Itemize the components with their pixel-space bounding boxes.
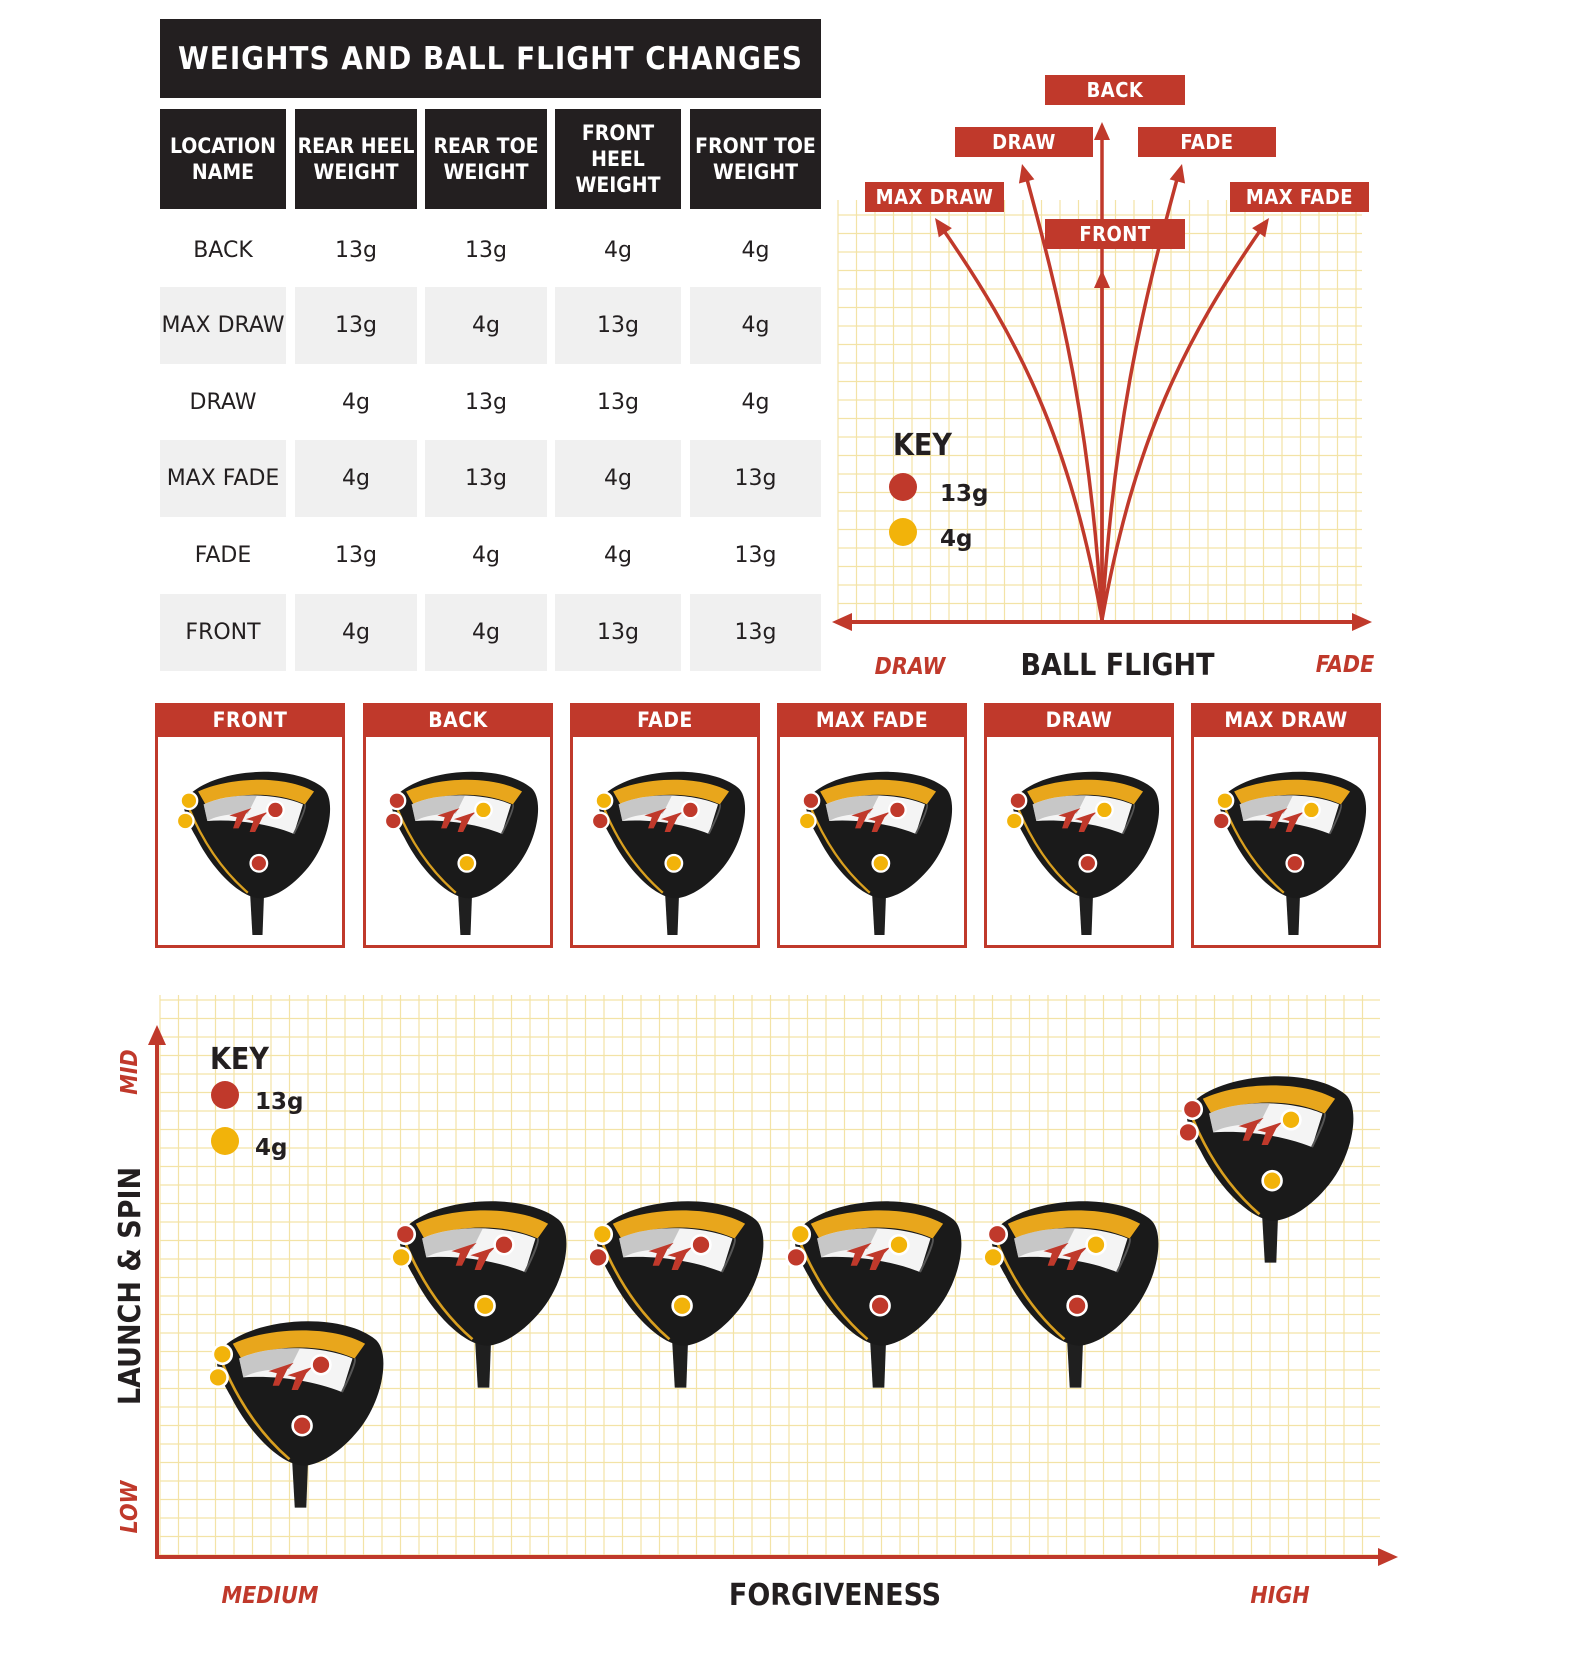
header-front-toe-weight: FRONT TOE WEIGHT [690,109,821,209]
weight-4g-dot [1006,813,1023,830]
weight-4g-dot [1303,802,1320,819]
header-rear-heel-weight: REAR HEEL WEIGHT [295,109,417,209]
club-card-image [1191,740,1381,945]
flight-axis-title: BALL FLIGHT [1020,647,1215,683]
row-weight-cell: 13g [690,440,821,517]
header-rear-toe-weight: REAR TOE WEIGHT [425,109,547,209]
club-card-label: FRONT [155,703,345,737]
row-weight-cell: 4g [555,440,681,517]
weight-13g-dot [803,792,820,809]
club-card-image [570,740,760,945]
row-location-name: FADE [194,543,252,568]
weight-13g-dot [251,855,268,872]
flight-arrowhead [1252,218,1269,237]
row-weight-cell: 4g [425,594,547,671]
x-axis-medium-label: MEDIUM [221,1583,319,1609]
weight-13g-dot [389,792,406,809]
weight-13g-dot [385,813,402,830]
flight-key-4g-label: 4g [940,526,973,552]
flight-baseline-left-arrow [832,613,852,631]
flight-axis-draw-label: DRAW [874,654,946,680]
flight-tag-back: BACK [1045,75,1185,105]
club-card-label: DRAW [984,703,1174,737]
row-weight-cell: 13g [295,287,417,364]
row-weight-cell: 13g [335,543,377,568]
weight-4g-dot [873,855,890,872]
flight-arrowhead [1094,122,1110,140]
weight-13g-dot [267,802,284,819]
weight-13g-dot [889,802,906,819]
row-location-name: MAX DRAW [160,287,286,364]
row-weight-cell: 4g [604,238,632,263]
x-axis-title: FORGIVENESS [728,1577,942,1613]
row-location-name: DRAW [189,390,257,415]
row-weight-cell: 4g [425,287,547,364]
row-weight-cell: 4g [342,390,370,415]
y-axis-title: LAUNCH & SPIN [112,1166,148,1406]
flight-tag-max-fade: MAX FADE [1230,182,1369,212]
club-head-image [592,772,745,935]
flight-arrowhead [1170,164,1185,183]
table-title: WEIGHTS AND BALL FLIGHT CHANGES [160,19,821,98]
weight-4g-dot [475,802,492,819]
club-card-image [984,740,1174,945]
flight-path-max-draw [940,225,1102,620]
row-weight-cell: 13g [465,238,507,263]
weight-13g-dot [1080,855,1097,872]
weight-13g-dot [1010,792,1027,809]
y-axis-low-label: LOW [117,1480,143,1534]
club-head-image [385,772,538,935]
row-weight-cell: 4g [472,543,500,568]
weight-4g-dot [666,855,683,872]
row-weight-cell: 13g [425,440,547,517]
flight-key-13g-dot [889,473,917,501]
club-head-image [1006,772,1159,935]
club-card-label: BACK [363,703,553,737]
club-card-image [363,740,553,945]
flight-key-4g-dot [889,518,917,546]
flight-key-title: KEY [893,427,952,463]
weight-13g-dot [592,813,609,830]
y-axis-mid-label: MID [117,1049,143,1095]
weight-4g-dot [1096,802,1113,819]
row-weight-cell: 4g [741,390,770,415]
flight-key-13g-label: 13g [940,481,989,507]
weight-4g-dot [177,813,194,830]
weight-4g-dot [596,792,613,809]
weight-4g-dot [181,792,198,809]
club-card-label: FADE [570,703,760,737]
row-location-name: FRONT [160,594,286,671]
row-location-name: MAX FADE [160,440,286,517]
club-head-image [177,772,330,935]
flight-path-max-fade [1102,225,1264,620]
club-card-image [777,740,967,945]
weight-13g-dot [682,802,699,819]
row-weight-cell: 13g [555,287,681,364]
club-card-image [155,740,345,945]
forgiveness-key-title: KEY [210,1041,269,1077]
flight-axis-fade-label: FADE [1315,652,1375,678]
club-head-image [799,772,952,935]
flight-grid [838,200,1362,622]
weight-13g-dot [1213,813,1230,830]
forgiveness-key-4g-label: 4g [255,1135,288,1161]
row-weight-cell: 4g [295,594,417,671]
row-weight-cell: 4g [604,543,632,568]
row-weight-cell: 13g [465,390,507,415]
row-weight-cell: 13g [734,543,777,568]
row-weight-cell: 13g [335,238,377,263]
weight-4g-dot [459,855,476,872]
flight-tag-fade: FADE [1138,127,1276,157]
flight-tag-draw: DRAW [955,127,1093,157]
row-weight-cell: 13g [555,594,681,671]
club-card-label: MAX DRAW [1191,703,1381,737]
flight-baseline-right-arrow [1352,613,1372,631]
club-card-label: MAX FADE [777,703,967,737]
row-location-name: BACK [193,238,253,263]
row-weight-cell: 4g [741,238,770,263]
row-weight-cell: 4g [295,440,417,517]
x-axis-high-label: HIGH [1250,1583,1310,1609]
header-front-heel-weight: FRONT HEEL WEIGHT [555,109,681,209]
flight-tag-front: FRONT [1045,219,1185,249]
row-weight-cell: 4g [690,287,821,364]
flight-tag-max-draw: MAX DRAW [865,182,1004,212]
weight-13g-dot [1287,855,1304,872]
row-weight-cell: 13g [690,594,821,671]
weight-4g-dot [799,813,816,830]
header-location-name: LOCATION NAME [160,109,286,209]
weight-4g-dot [1217,792,1234,809]
forgiveness-key-13g-label: 13g [255,1089,304,1115]
flight-arrowhead [1019,164,1034,183]
row-weight-cell: 13g [597,390,639,415]
club-head-image [1213,772,1366,935]
